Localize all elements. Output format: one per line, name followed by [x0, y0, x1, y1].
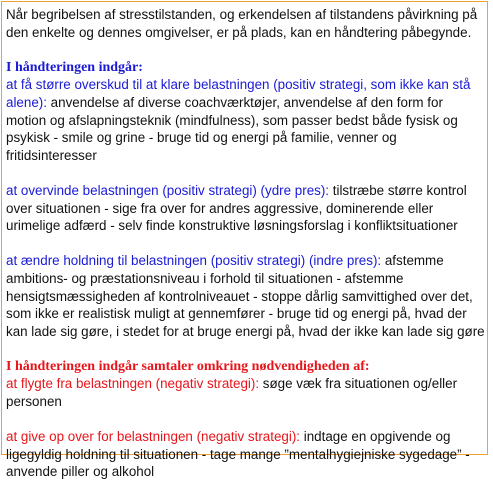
- spacer: [6, 41, 486, 59]
- section2-heading: I håndteringen indgår samtaler omkring nødvendigheden af:: [6, 358, 370, 374]
- spacer: [6, 235, 486, 253]
- strategy-text: søge væk fra situationen og/eller personen: [6, 376, 458, 410]
- spacer: [6, 340, 486, 358]
- section1-item-1: [6, 76, 486, 164]
- strategy-text: afstemme ambitions- og præstationsniveau i forhold til situationen - afstemme hensigtsmæssigheden af kontrolniveauet - stoppe dårlig samvittighed over det, som ikke er realistisk muligt at gennemfører - bruge tid og energi på, hvad der kan lade sig gøre, i stedet for at bruge energi på, hvad der ikke kan lade sig gøre: [6, 253, 485, 339]
- strategy-label: at give op over for belastningen (negativ strategi):: [6, 429, 301, 445]
- strategy-label: at ændre holdning til belastningen (positiv strategi) (indre pres):: [6, 253, 382, 269]
- strategy-text: anvendelse af diverse coachværktøjer, anvendelse af den form for motion og afslapningsteknik (mindfulness), som passer bedst både fysisk og psykisk - smile og grine - bruge tid og energi på familie, venner og fritidsinteresser: [6, 94, 458, 163]
- strategy-text: indtage en opgivende og ligegyldig holdning til situationen - tage mange ”mentalhygiejniske sygedage” - anvende piller og alkohol: [6, 429, 470, 480]
- section1-item-3: [6, 252, 486, 340]
- section1-item-2: [6, 182, 486, 235]
- strategy-text: tilstræbe større kontrol over situationen - sige fra over for andres aggressive, dominerende eller urimelige adfærd - selv finde konstruktive løsningsforslag i konfliktsituationer: [6, 182, 467, 234]
- strategy-label: at overvinde belastningen (positiv strategi) (ydre pres):: [6, 182, 330, 198]
- section1-heading: I håndteringen indgår:: [6, 59, 143, 75]
- intro-paragraph: Når begribelsen af stresstilstanden, og erkendelsen af tilstandens påvirkning på den enkelte og dennes omgivelser, er på plads, kan en håndtering påbegynde.: [6, 7, 478, 40]
- section2-item-2: [6, 428, 486, 481]
- spacer: [6, 164, 486, 182]
- spacer: [6, 411, 486, 429]
- document-body: [6, 6, 486, 481]
- strategy-label: at flygte fra belastningen (negativ strategi):: [6, 376, 260, 392]
- strategy-label: at få større overskud til at klare belastningen (positiv strategi, som ikke kan stå alene):: [6, 77, 471, 110]
- section2-item-1: [6, 375, 486, 410]
